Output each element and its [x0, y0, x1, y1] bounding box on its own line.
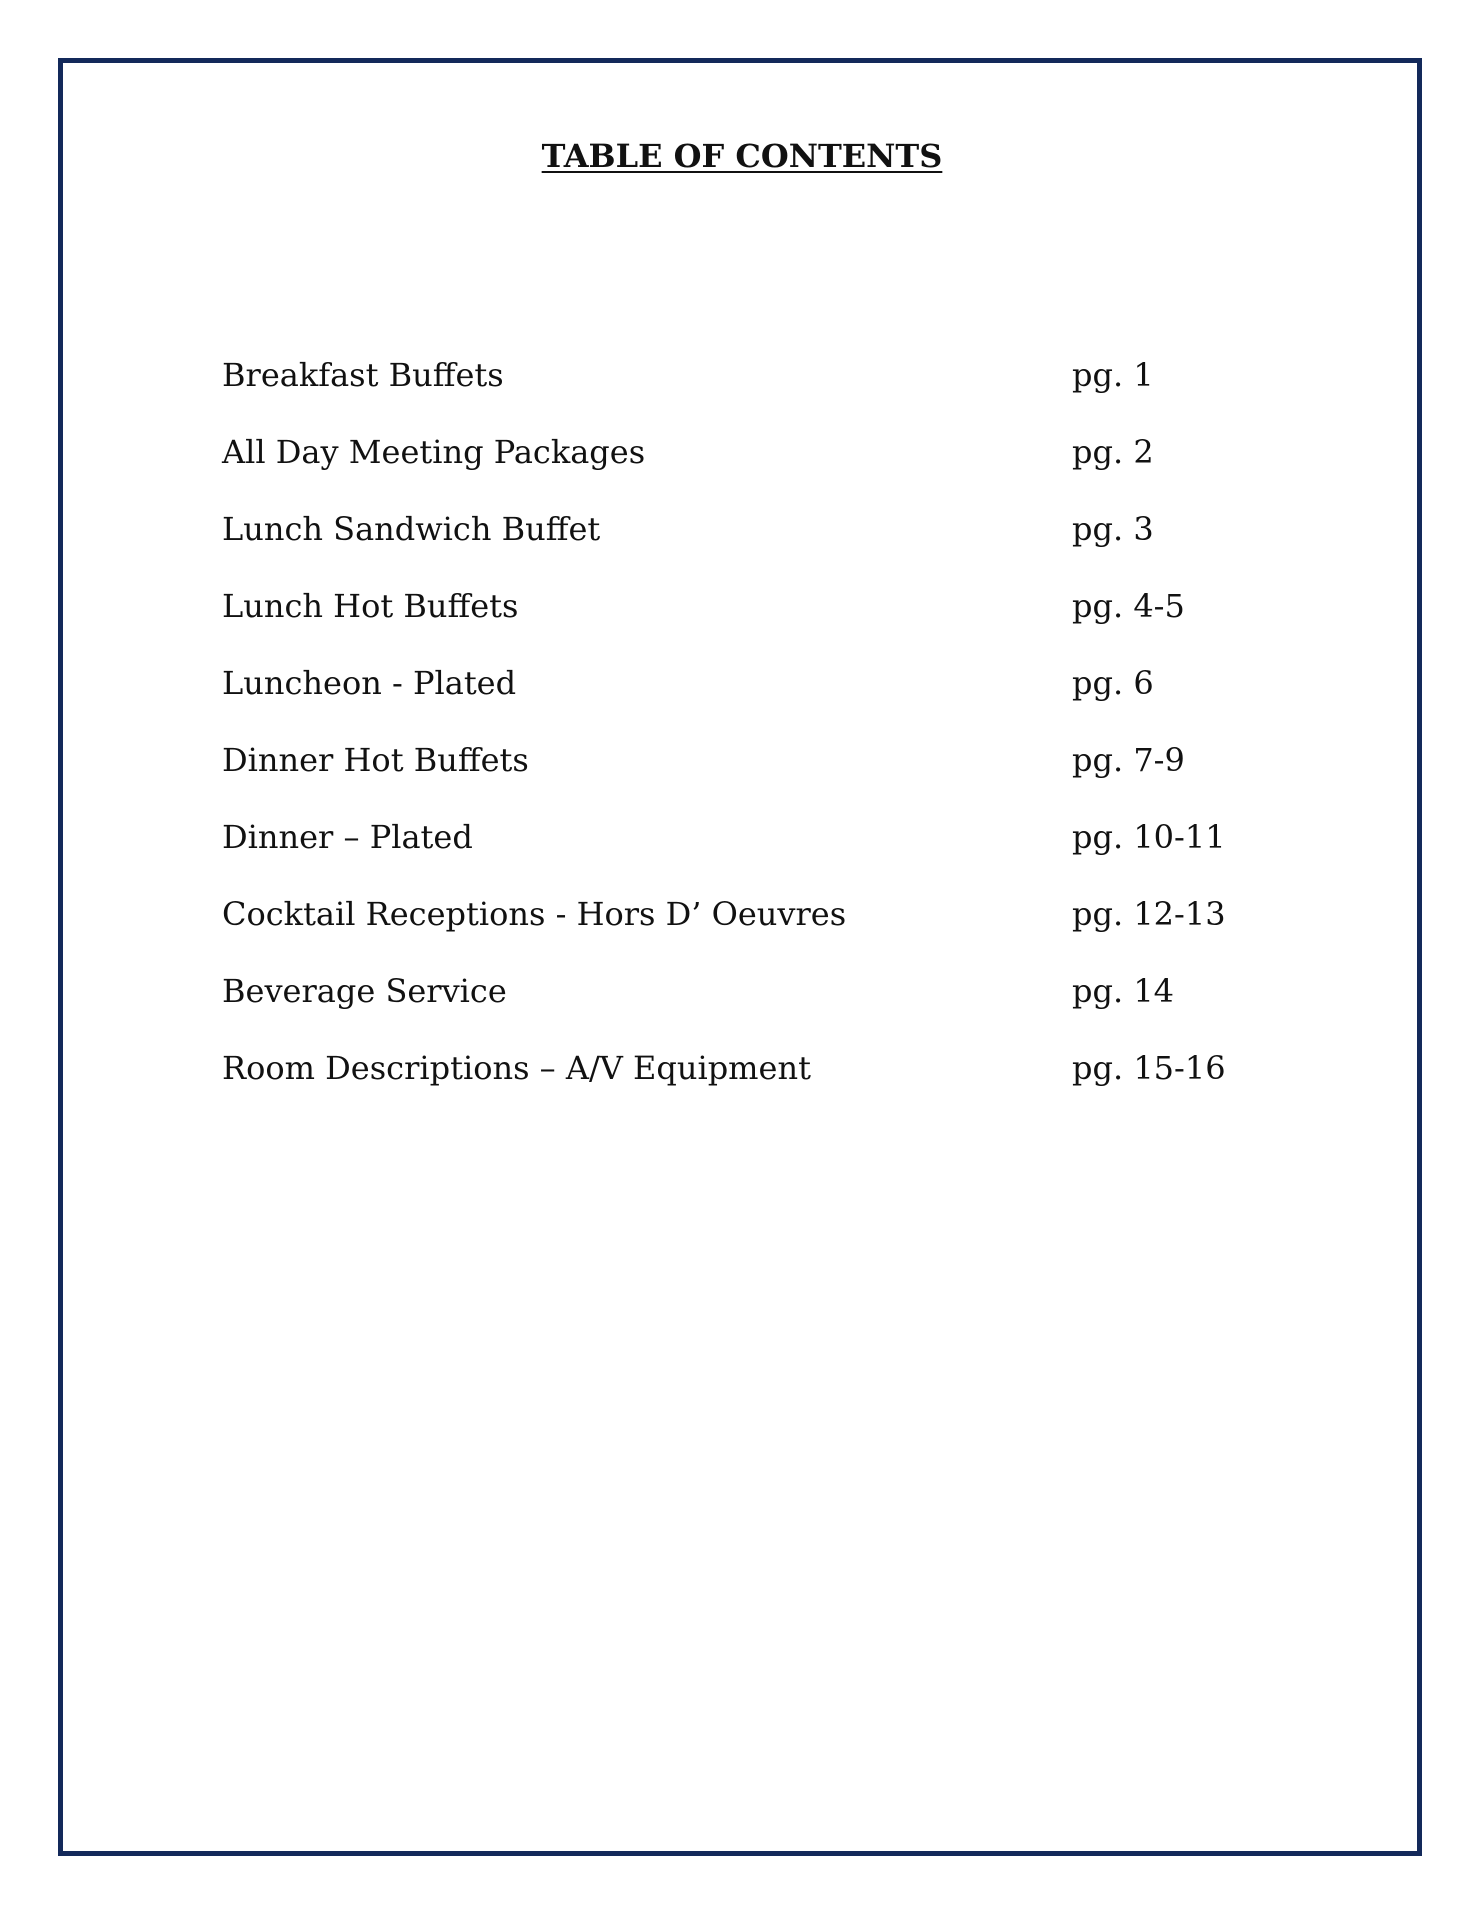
toc-entry-label: All Day Meeting Packages: [222, 433, 646, 471]
page-title: TABLE OF CONTENTS: [541, 137, 943, 175]
toc-entry-label: Dinner – Plated: [222, 818, 473, 856]
toc-entry-page: pg. 2: [1072, 433, 1154, 471]
toc-entry-page: pg. 3: [1072, 510, 1154, 548]
toc-entry-label: Dinner Hot Buffets: [222, 741, 529, 779]
toc-entry: [222, 1048, 1226, 1125]
toc-entry: [222, 355, 1222, 432]
toc-entry-page: pg. 4-5: [1072, 587, 1185, 625]
toc-entry-label: Cocktail Receptions - Hors D’ Oeuvres: [222, 895, 847, 933]
toc-entry: [222, 509, 1222, 586]
toc-entry: [222, 663, 1222, 740]
toc-entry: [222, 586, 1222, 663]
toc-entry-label: Luncheon - Plated: [222, 664, 517, 702]
toc-entry-label: Breakfast Buffets: [222, 356, 504, 394]
toc-entry-label: Beverage Service: [222, 972, 507, 1010]
toc-entry: [222, 432, 1222, 509]
toc-entry-label: Lunch Sandwich Buffet: [222, 510, 601, 548]
toc-entry-page: pg. 14: [1072, 972, 1175, 1010]
toc-entry: [222, 817, 1226, 894]
toc-entry-page: pg. 15-16: [1072, 1049, 1226, 1087]
toc-entry-label: Lunch Hot Buffets: [222, 587, 519, 625]
toc-entry-label: Room Descriptions – A/V Equipment: [222, 1049, 811, 1087]
toc-entry: [222, 894, 1226, 971]
table-of-contents: [222, 355, 1226, 1125]
toc-entry: [222, 971, 1222, 1048]
toc-entry-page: pg. 6: [1072, 664, 1154, 702]
toc-entry-page: pg. 10-11: [1072, 818, 1226, 856]
toc-entry: [222, 740, 1222, 817]
toc-entry-page: pg. 12-13: [1072, 895, 1226, 933]
toc-entry-page: pg. 7-9: [1072, 741, 1185, 779]
toc-entry-page: pg. 1: [1072, 356, 1154, 394]
